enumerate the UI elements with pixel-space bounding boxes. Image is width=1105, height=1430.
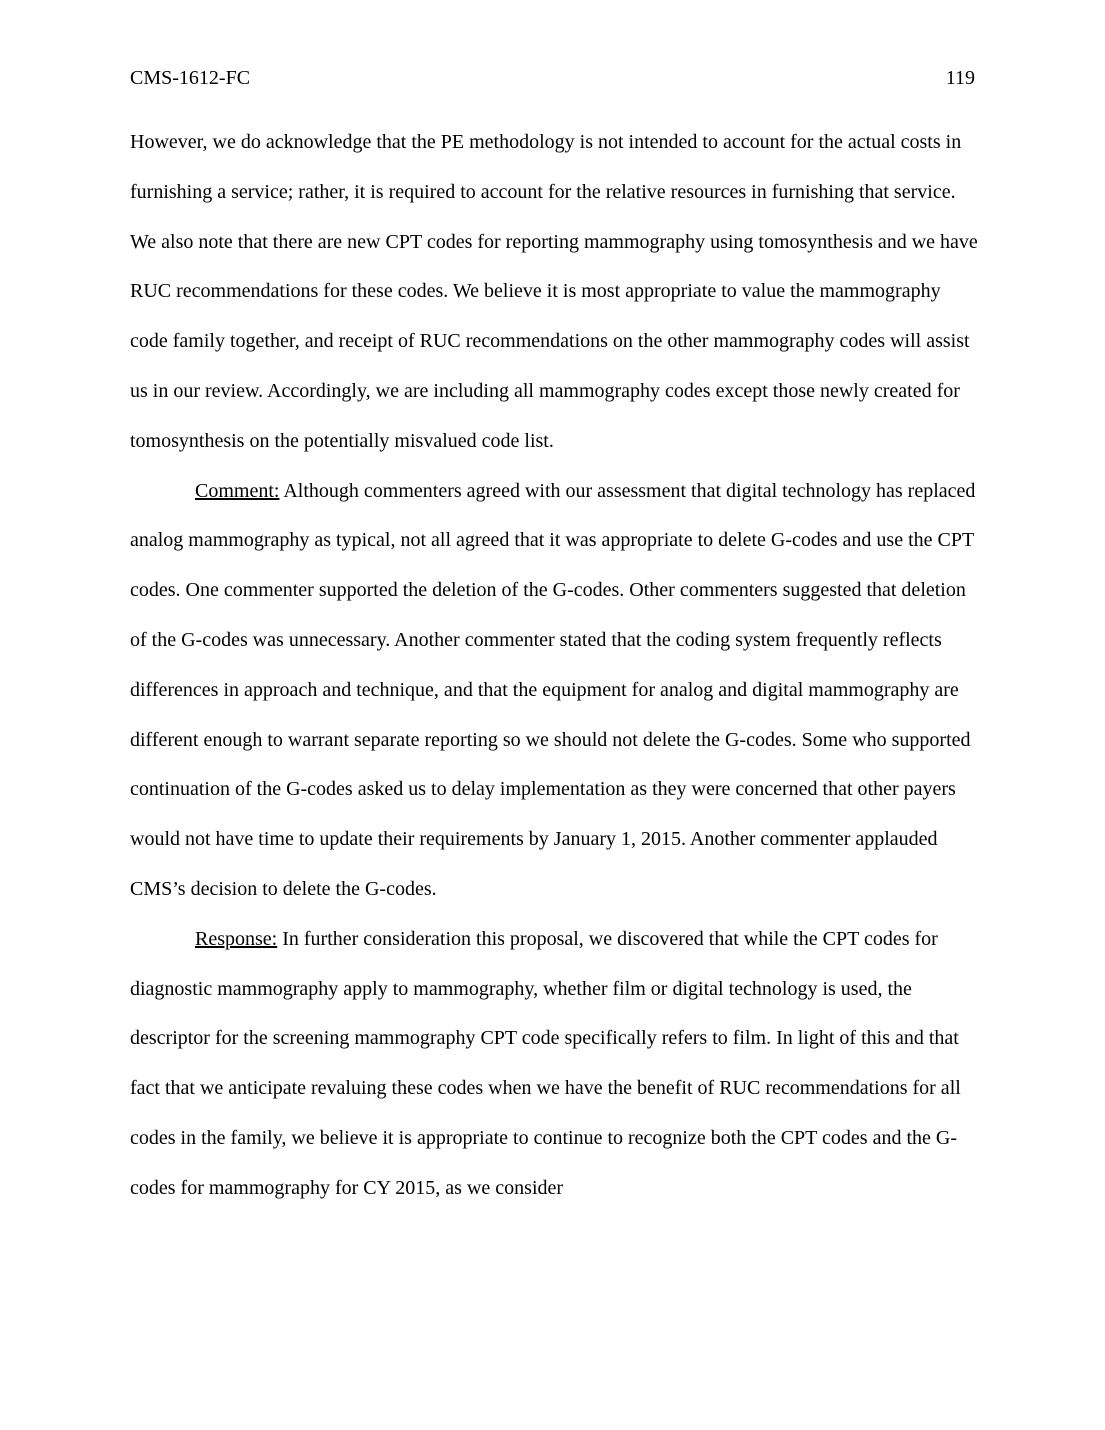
paragraph-text: However, we do acknowledge that the PE methodology is not intended to account for the actual costs in furnishing a service; rather, it is required to account for the relative resources in furnishing that service. We also note that there are new CPT codes for reporting mammography using tomosynthesis and we have RUC recommendations for these codes. We believe it is most appropriate to value the mammography code family together, and receipt of RUC recommendations on the other mammography codes will assist us in our review. Accordingly, we are including all mammography codes except those newly created for tomosynthesis on the potentially misvalued code list. bbox=[130, 131, 978, 452]
document-body bbox=[130, 118, 979, 1214]
paragraph-response bbox=[130, 915, 979, 1214]
response-label: Response: bbox=[195, 927, 278, 950]
comment-label: Comment: bbox=[195, 479, 280, 502]
paragraph-text: Although commenters agreed with our assessment that digital technology has replaced analog mammography as typical, not all agreed that it was appropriate to delete G-codes and use the CPT codes. One commenter supported the deletion of the G-codes. Other commenters suggested that deletion of the G-codes was unnecessary. Another commenter stated that the coding system frequently reflects differences in approach and technique, and that the equipment for analog and digital mammography are different enough to warrant separate reporting so we should not delete the G-codes. Some who supported continuation of the G-codes asked us to delay implementation as they were concerned that other payers would not have time to update their requirements by January 1, 2015. Another commenter applauded CMS’s decision to delete the G-codes. bbox=[130, 479, 976, 900]
paragraph-text: In further consideration this proposal, we discovered that while the CPT codes for diagnostic mammography apply to mammography, whether film or digital technology is used, the descriptor for the screening mammography CPT code specifically refers to film. In light of this and that fact that we anticipate revaluing these codes when we have the benefit of RUC recommendations for all codes in the family, we believe it is appropriate to continue to recognize both the CPT codes and the G-codes for mammography for CY 2015, as we consider bbox=[130, 927, 961, 1199]
document-id: CMS-1612-FC bbox=[130, 67, 251, 89]
page-number: 119 bbox=[945, 67, 975, 89]
paragraph-continuation bbox=[130, 118, 979, 467]
paragraph-comment bbox=[130, 467, 979, 915]
